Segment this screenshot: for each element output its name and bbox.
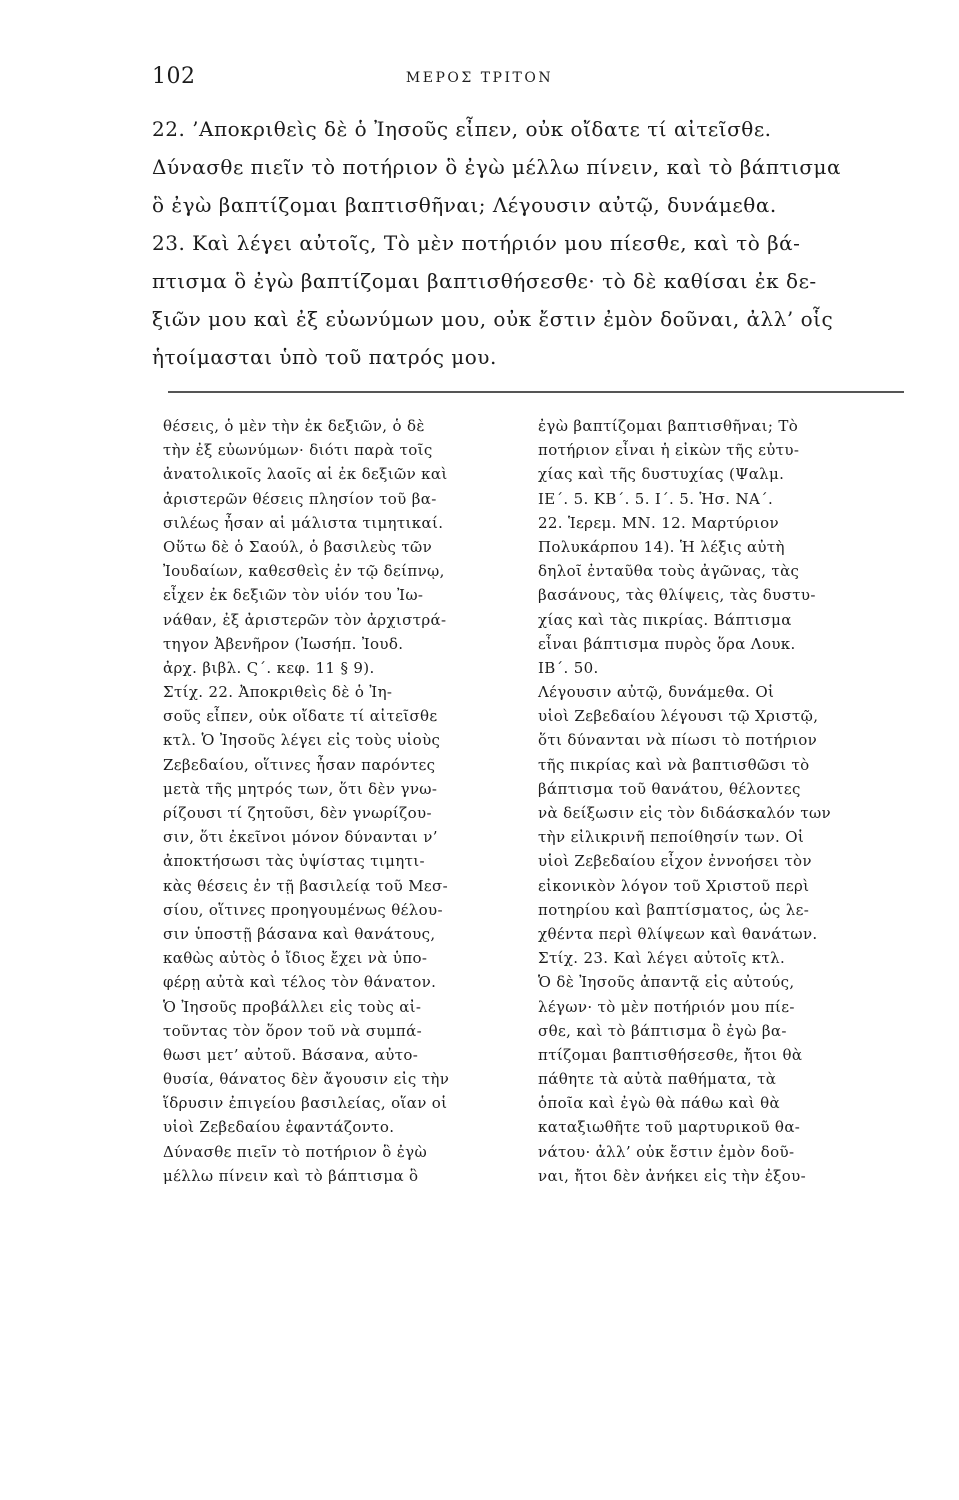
commentary-line: ἀριστερῶν θέσεις πλησίον τοῦ βα- bbox=[163, 489, 437, 508]
commentary-line: σιν ὑποστῇ βάσανα καὶ θανάτους, bbox=[163, 924, 436, 943]
commentary-line: νάθαν, ἐξ ἀριστερῶν τὸν ἀρχιστρά- bbox=[163, 610, 447, 629]
commentary-line: Δύνασθε πιεῖν τὸ ποτήριον ὃ ἐγὼ bbox=[163, 1142, 428, 1161]
running-head: ΜΕΡΟΣ ΤΡΙΤΟΝ bbox=[405, 70, 554, 86]
commentary-line: τὴν εἰλικρινῆ πεποίθησίν των. Οἱ bbox=[538, 828, 805, 847]
commentary-line: σιλέως ἦσαν αἱ μάλιστα τιμητικαί. bbox=[163, 513, 444, 532]
commentary-line: σθε, καὶ τὸ βάπτισμα ὃ ἐγὼ βα- bbox=[538, 1021, 787, 1040]
commentary-line: Ἰουδαίων, καθεσθεὶς ἐν τῷ δείπνῳ, bbox=[163, 562, 445, 581]
commentary-line: ρίζουσι τί ζητοῦσι, δὲν γνωρίζου- bbox=[163, 804, 432, 822]
commentary-line: θέσεις, ὁ μὲν τὴν ἐκ δεξιῶν, ὁ δὲ bbox=[163, 417, 425, 435]
commentary-line: χθέντα περὶ θλίψεων καὶ θανάτων. bbox=[538, 924, 818, 943]
commentary-line: σίου, οἵτινες προηγουμένως θέλου- bbox=[163, 900, 443, 919]
commentary-line: κὰς θέσεις ἐν τῇ βασιλείᾳ τοῦ Μεσ- bbox=[163, 876, 449, 895]
commentary-left-column bbox=[163, 414, 529, 1188]
commentary-line: εἰκονικὸν λόγον τοῦ Χριστοῦ περὶ bbox=[538, 876, 810, 895]
commentary-line: Οὕτω δὲ ὁ Σαούλ, ὁ βασιλεὺς τῶν bbox=[163, 537, 433, 556]
commentary-line: υἱοὶ Ζεβεδαίου εἶχον ἐννοήσει τὸν bbox=[538, 852, 812, 871]
commentary-line: δηλοῖ ἐνταῦθα τοὺς ἀγῶνας, τὰς bbox=[538, 562, 800, 581]
commentary-line: σιν, ὅτι ἐκεῖνοι μόνον δύνανται ν’ bbox=[163, 828, 438, 847]
verse-line: πτισμα ὃ ἐγὼ βαπτίζομαι βαπτισθήσεσθε· τὸ δὲ καθίσαι ἐκ δε- bbox=[152, 269, 817, 293]
commentary-line: υἱοὶ Ζεβεδαίου λέγουσι τῷ Χριστῷ, bbox=[538, 707, 819, 726]
commentary-line: κτλ. Ὁ Ἰησοῦς λέγει εἰς τοὺς υἱοὺς bbox=[163, 731, 441, 750]
commentary-line: ὅτι δύνανται νὰ πίωσι τὸ ποτήριον bbox=[538, 731, 818, 750]
scripture-verses bbox=[152, 110, 904, 376]
commentary-line: Ὁ δὲ Ἰησοῦς ἀπαντᾷ εἰς αὐτούς, bbox=[538, 973, 795, 992]
verse-line: ὃ ἐγὼ βαπτίζομαι βαπτισθῆναι; Λέγουσιν αὐτῷ, δυνάμεθα. bbox=[152, 193, 777, 217]
commentary-line: θωσι μετ’ αὐτοῦ. Βάσανα, αὐτο- bbox=[163, 1045, 419, 1064]
commentary-line: Λέγουσιν αὐτῷ, δυνάμεθα. Οἱ bbox=[538, 683, 775, 702]
commentary-line: υἱοὶ Ζεβεδαίου ἐφαντάζοντο. bbox=[163, 1118, 395, 1137]
commentary-line: τὴν ἐξ εὐωνύμων· διότι παρὰ τοῖς bbox=[163, 441, 433, 460]
commentary-line: εἶχεν ἐκ δεξιῶν τὸν υἱόν του Ἰω- bbox=[163, 586, 424, 605]
verse-line: ξιῶν μου καὶ ἐξ εὐωνύμων μου, οὐκ ἔστιν ἐμὸν δοῦναι, ἀλλ’ οἷς bbox=[152, 307, 834, 331]
commentary-line: εἶναι βάπτισμα πυρὸς ὅρα Λουκ. bbox=[538, 634, 796, 653]
verse-line: 23. Καὶ λέγει αὐτοῖς, Τὸ μὲν ποτήριόν μου πίεσθε, καὶ τὸ βά- bbox=[152, 231, 801, 255]
page-number: 102 bbox=[152, 64, 196, 89]
commentary-line: ΙΒ΄. 50. bbox=[538, 658, 599, 677]
commentary-line: νὰ δείξωσιν εἰς τὸν διδάσκαλόν των bbox=[538, 804, 832, 822]
commentary-line: Πολυκάρπου 14). Ἡ λέξις αὐτὴ bbox=[538, 537, 785, 556]
commentary-line: σοῦς εἶπεν, οὐκ οἴδατε τί αἰτεῖσθε bbox=[163, 707, 438, 726]
commentary-line: πάθητε τὰ αὐτὰ παθήματα, τὰ bbox=[538, 1070, 777, 1089]
commentary-line: τοῦντας τὸν ὅρον τοῦ νὰ συμπά- bbox=[163, 1021, 423, 1040]
commentary-line: πτίζομαι βαπτισθήσεσθε, ἤτοι θὰ bbox=[538, 1045, 803, 1064]
commentary-line: ἵδρυσιν ἐπιγείου βασιλείας, οἵαν οἱ bbox=[163, 1094, 448, 1113]
commentary-line: φέρῃ αὐτὰ καὶ τέλος τὸν θάνατον. bbox=[163, 973, 437, 992]
commentary-line: λέγων· τὸ μὲν ποτήριόν μου πίε- bbox=[538, 997, 795, 1016]
commentary-line: Ὁ Ἰησοῦς προβάλλει εἰς τοὺς αἰ- bbox=[163, 997, 422, 1016]
commentary-line: βάπτισμα τοῦ θανάτου, θέλοντες bbox=[538, 779, 801, 798]
commentary-line: ἀποκτήσωσι τὰς ὑψίστας τιμητι- bbox=[163, 852, 425, 871]
commentary-line: ἀρχ. βιβλ. Ϛ΄. κεφ. 11 § 9). bbox=[163, 658, 375, 677]
commentary-line: ΙΕ΄. 5. ΚΒ΄. 5. Ι΄. 5. Ἡσ. ΝΑ΄. bbox=[538, 489, 774, 508]
commentary-line: μετὰ τῆς μητρός των, ὅτι δὲν γνω- bbox=[163, 779, 438, 798]
verse-line: ἡτοίμασται ὑπὸ τοῦ πατρός μου. bbox=[152, 345, 497, 369]
commentary-line: ποτήριον εἶναι ἡ εἰκὼν τῆς εὐτυ- bbox=[538, 441, 800, 460]
commentary-line: Στίχ. 22. Ἀποκριθεὶς δὲ ὁ Ἰη- bbox=[163, 683, 393, 702]
commentary-line: ἐγὼ βαπτίζομαι βαπτισθῆναι; Τὸ bbox=[538, 417, 799, 435]
commentary-line: βασάνους, τὰς θλίψεις, τὰς δυστυ- bbox=[538, 586, 816, 605]
commentary-line: ναι, ἤτοι δὲν ἀνήκει εἰς τὴν ἐξου- bbox=[538, 1166, 807, 1185]
separator-rule bbox=[168, 391, 904, 393]
verse-line: 22. ’Αποκριθεὶς δὲ ὁ Ἰησοῦς εἶπεν, οὐκ οἴδατε τί αἰτεῖσθε. bbox=[152, 117, 772, 141]
commentary-line: καταξιωθῆτε τοῦ μαρτυρικοῦ θα- bbox=[538, 1118, 801, 1137]
commentary-line: θυσία, θάνατος δὲν ἄγουσιν εἰς τὴν bbox=[163, 1070, 450, 1089]
commentary-line: τῆς πικρίας καὶ νὰ βαπτισθῶσι τὸ bbox=[538, 755, 810, 774]
commentary-line: Στίχ. 23. Καὶ λέγει αὐτοῖς κτλ. bbox=[538, 949, 786, 968]
commentary-right-column bbox=[538, 414, 904, 1188]
commentary-line: τηγον Ἀβενῆρον (Ἰωσήπ. Ἰουδ. bbox=[163, 634, 404, 653]
commentary-line: νάτου· ἀλλ’ οὐκ ἔστιν ἐμὸν δοῦ- bbox=[538, 1142, 795, 1161]
commentary-line: 22. Ἱερεμ. ΜΝ. 12. Μαρτύριον bbox=[538, 513, 779, 532]
commentary-line: ἀνατολικοῖς λαοῖς αἱ ἐκ δεξιῶν καὶ bbox=[163, 465, 448, 484]
commentary-line: ὁποῖα καὶ ἐγὼ θὰ πάθω καὶ θὰ bbox=[538, 1094, 780, 1113]
commentary-line: μέλλω πίνειν καὶ τὸ βάπτισμα ὃ bbox=[163, 1166, 419, 1185]
commentary-line: καθὼς αὐτὸς ὁ ἴδιος ἔχει νὰ ὑπο- bbox=[163, 949, 428, 968]
commentary-line: Ζεβεδαίου, οἵτινες ἦσαν παρόντες bbox=[163, 755, 436, 774]
commentary-line: ποτηρίου καὶ βαπτίσματος, ὡς λε- bbox=[538, 900, 810, 919]
commentary-line: χίας καὶ τῆς δυστυχίας (Ψαλμ. bbox=[538, 465, 785, 484]
commentary-line: χίας καὶ τὰς πικρίας. Βάπτισμα bbox=[538, 610, 792, 629]
verse-line: Δύνασθε πιεῖν τὸ ποτήριον ὃ ἐγὼ μέλλω πίνειν, καὶ τὸ βάπτισμα bbox=[152, 155, 842, 179]
